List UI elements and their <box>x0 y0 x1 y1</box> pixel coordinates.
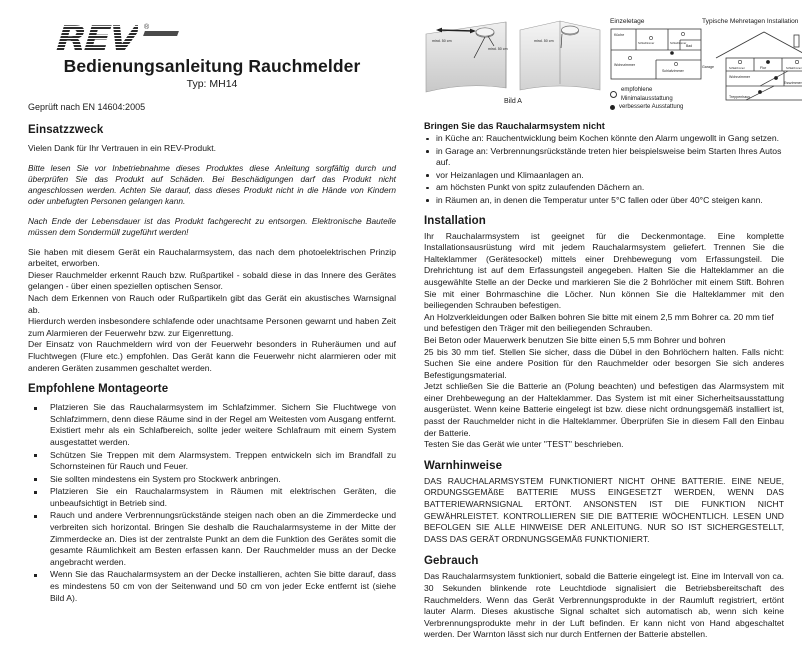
list-item: in Küche an: Rauchentwicklung beim Kochen könnte den Alarm ungewollt in Gang setzen. <box>424 133 784 145</box>
list-item: in Garage an: Verbrennungsrückstände treten hier beispielsweise beim Starten Ihres Autos auf. <box>424 146 784 169</box>
einsatzzweck-paragraph-5: Der Einsatz von Rauchmeldern wird von der Feuerwehr besonders in Ruheräumen und auf Fluchtwegen (Flure etc.) empfohlen. Das Gerät kann die Feuerwehr nicht alarmieren oder mit anderen Geräten zusammen geschaltet werden. <box>28 339 396 373</box>
legend-marker-improved-icon <box>610 105 615 110</box>
gebrauch-text: Das Rauchalarmsystem funktioniert, sobald die Batterie eingelegt ist. Eine im Intervall von ca. 30 Sekunden blinkende rote Leuchtdiode signalisiert die Betriebsbereitschaft des Rauchmelders. Wenn das Gerät Verbrennungsprodukte in der Raumluft registriert, ertönt lauter Alarm. Dieses akustische Signal schaltet sich automatisch ab, wenn sich keine Verbrennungsprodukte mehr in der Luft befinden. Er kann nicht von Hand abgeschaltet werden. Der Warnton lässt sich nur durch Entfernen der Batterie abstellen. <box>424 571 784 640</box>
list-item: vor Heizanlagen und Klimaanlagen an. <box>424 170 784 182</box>
registered-trademark-icon: ® <box>144 24 150 31</box>
einsatzzweck-paragraph-1: Sie haben mit diesem Gerät ein Rauchalarmsystem, das nach dem photoelektrischen Prinzip arbeitet, erworben. <box>28 246 396 269</box>
heading-einsatzzweck: Einsatzzweck <box>28 124 104 136</box>
room-label-schlafzimmer-og-2: Schlafzimmer <box>786 67 802 70</box>
page-title: Bedienungsanleitung Rauchmelder <box>63 56 361 76</box>
list-item: Sie sollten mindestens ein System pro Stockwerk anbringen. <box>28 474 396 486</box>
einsatzzweck-paragraph-4: Hierdurch werden insbesondere schlafende oder unachtsame Personen gewarnt und haben Zeit zum Alarmieren der Feuerwehr bzw. zur Eigenrettung. <box>28 316 396 338</box>
figure-caption-bild-a: Bild A <box>504 98 522 105</box>
legend-label-improved: verbesserte Ausstattung <box>619 104 684 110</box>
legend-row-recommended <box>610 86 702 103</box>
masthead <box>28 18 396 102</box>
italic-note-1: Bitte lesen Sie vor Inbetriebnahme dieses Produktes diese Anleitung sorgfältig durch und überprüfen Sie das Produkt auf Schäden. Bei Beschädigungen darf das Produkt nicht angeschlossen werden. Achten Sie darauf, dass dieses Produkt nicht in die Hände von Kindern oder unbefugten Personen gelangen kann. <box>28 162 396 206</box>
section-nicht-montieren <box>424 121 784 207</box>
room-label-esszimmer: Esszimmer <box>784 81 802 85</box>
room-label-kueche: Küche <box>614 33 625 37</box>
einzeletage-floorplan <box>610 28 702 86</box>
legend-marker-recommended-icon <box>610 91 617 98</box>
room-label-schlafzimmer-2: Schlafzimmer <box>670 42 687 45</box>
room-label-wohnzimmer: Wohnzimmer <box>614 63 636 67</box>
heading-nicht-montieren: Bringen Sie das Rauchalarmsystem nicht <box>424 121 605 131</box>
list-item: Platzieren Sie das Rauchalarmsystem im Schlafzimmer. Sichern Sie Fluchtwege von Schlafzimmern, denn diese Räume sind in der Regel am Weitesten vom Ausgang entfernt. Existiert mehr als ein Schlafbereich, sollte jeder weitere Schlafraum mit einem System ausgestattet werden. <box>28 402 396 448</box>
figure-bild-a <box>424 18 602 105</box>
installation-paragraph-5: Jetzt schließen Sie die Batterie an (Polung beachten) und befestigen das Alarmsystem mit einer Drehbewegung an der Halteklammer. Das System ist mit einer Sicherheitsausstattung ausgerüstet. Wenn keine Batterie eingelegt ist bzw. diese nicht ordnungsgemäß installiert ist, passt der Rauchmelder nicht in die Halteklammer. Überprüfen Sie in diesem Fall den Einbau der Batterie. <box>424 381 784 438</box>
room-label-wohnzimmer-eg: Wohnzimmer <box>729 75 751 79</box>
list-item: Schützen Sie Treppen mit dem Alarmsystem. Treppen entwickeln sich im Brandfall zu Schornsteinen für Rauch und Feuer. <box>28 450 396 473</box>
figure-einzeletage <box>610 18 702 112</box>
heading-gebrauch: Gebrauch <box>424 555 479 568</box>
bild-a-dimension-left: mind. 50 cm <box>432 39 452 43</box>
list-item: am höchsten Punkt von spitz zulaufenden Dächern an. <box>424 182 784 194</box>
installation-paragraph-2: An Holzverkleidungen oder Balken bohren Sie bitte mit einem 2,5 mm Bohrer ca. 20 mm tief und befestigen den Träger mit den beiliegenden Schrauben. <box>424 311 774 334</box>
figure-title-einzeletage: Einzeletage <box>610 18 645 25</box>
heading-montageorte: Empfohlene Montageorte <box>28 383 169 396</box>
room-label-schlafzimmer-1: Schlafzimmer <box>638 42 655 45</box>
room-label-treppenhaus: Treppenhaus <box>729 95 751 99</box>
bild-a-drawing <box>424 18 602 96</box>
left-column <box>28 18 396 612</box>
legend-row-improved <box>610 103 702 112</box>
bild-a-dimension-right: mind. 50 cm <box>488 47 508 51</box>
bild-a-dimension-corner: mind. 50 cm <box>534 39 554 43</box>
installation-paragraph-6: Testen Sie das Gerät wie unter "TEST" beschrieben. <box>424 439 624 450</box>
room-label-flur: Flur <box>760 66 767 70</box>
heading-warnhinweise: Warnhinweise <box>424 459 503 472</box>
room-label-schlafzimmer-3: Schlafzimmer <box>662 69 684 73</box>
figure-row <box>424 18 802 112</box>
installation-paragraph-3: Bei Beton oder Mauerwerk benutzen Sie bitte einen 5,5 mm Bohrer und bohren <box>424 334 726 345</box>
list-item: Platzieren Sie ein Rauchalarmsystem in Räumen mit elektrischen Geräten, die unbeaufsichtigt in Betrieb sind. <box>28 486 396 509</box>
einsatzzweck-paragraph-2: Dieser Rauchmelder erkennt Rauch bzw. Rußpartikel - sobald diese in das Innere des Gerätes gelangen - über einen speziellen optischen Sensor. <box>28 269 396 292</box>
rev-logo <box>55 19 176 59</box>
room-label-garage: Garage <box>702 65 714 69</box>
nicht-montieren-list <box>424 133 784 207</box>
mehretagen-house-drawing <box>702 28 802 106</box>
einsatzzweck-paragraphs <box>28 247 396 375</box>
list-item: Rauch und andere Verbrennungsrückstände steigen nach oben an die Zimmerdecke und verbreiten sich horizontal. Bringen Sie deshalb die Rauchalarmsysteme in der Mitte der Zimmerdecke an. Dies ist der zentralste Punkt an dem die Funktion des Gerätes somit die gesamte Räumlichkeit am Besten erfassen kann. Der Rauchmelder muss an der Decke angebracht werden. <box>28 510 396 568</box>
room-label-schlafzimmer-og-1: Schlafzimmer <box>729 67 745 70</box>
montageorte-list <box>28 402 396 604</box>
rev-logo-text: REV <box>55 19 139 59</box>
list-item: Wenn Sie das Rauchalarmsystem an der Decke installieren, achten Sie bitte darauf, dass es mindestens 50 cm von der Seitenwand und 50 cm von jeder Ecke entfernt ist (siehe Bild A). <box>28 569 396 604</box>
italic-note-2: Nach Ende der Lebensdauer ist das Produkt fachgerecht zu entsorgen. Elektronische Bauteile müssen dem Sondermüll zugeführt werden! <box>28 215 396 237</box>
installation-paragraph-1: Ihr Rauchalarmsystem ist geeignet für die Deckenmontage. Eine komplette Installationsausrüstung wird mit jedem Rauchalarmsystem geliefert. Trennen Sie die Halteklammer (Gerätesockel) mittels einer Drehbewegung vom Erfassungsteil. Die Drehrichtung ist auf dem Erfassungsteil angegeben. Halten Sie die Halteklammer an die ausgewählte Stelle an der Decke und markieren Sie die 2 Bohrlöcher mit einem Stift. Bohren Sie mit einer Bohrmaschine die Löcher. Nun können Sie die Halteklammer mit den beiliegenden Schrauben befestigen. <box>424 230 784 311</box>
norm-reference: Geprüft nach EN 14604:2005 <box>28 102 146 112</box>
rev-logo-swoosh-icon <box>143 31 179 36</box>
right-column <box>424 18 802 649</box>
legend-label-recommended: empfohlene Minimalausstattung <box>621 87 673 102</box>
installation-paragraphs <box>424 231 784 451</box>
installation-paragraph-4: 25 bis 30 mm tief. Stellen Sie sicher, dass die Dübel in den Bohrlöchern halten. Falls nicht: Suchen Sie eine andere Position für den Rauchmelder oder besorgen Sie sich anderes Befestigungsmaterial. <box>424 346 784 380</box>
room-label-bad: Bad <box>686 44 693 48</box>
figure-mehretagen <box>702 18 802 106</box>
heading-installation: Installation <box>424 214 486 227</box>
list-item: in Räumen an, in denen die Temperatur unter 5°C fallen oder über 40°C steigen kann. <box>424 195 784 207</box>
thanks-paragraph: Vielen Dank für Ihr Vertrauen in ein REV-Produkt. <box>28 143 217 153</box>
figure-legend <box>610 86 702 112</box>
einsatzzweck-paragraph-3: Nach dem Erkennen von Rauch oder Rußpartikeln gibt das Gerät ein akustisches Warnsignal ab. <box>28 292 396 315</box>
warnhinweise-text: DAS RAUCHALARMSYSTEM FUNKTIONIERT NICHT OHNE BATTERIE. EINE NEUE, ORDUNGSGEMÄßE BATTERIE MUSS EINGESETZT WERDEN, WENN DAS BATTERIEWARNSIGNAL ERTÖNT. ANSONSTEN IST DIE FUNKTION NICHT GEWÄHRLEISTET. KONTROLLIEREN SIE DIE BATTERIE WÖCHENTLICH. LESEN UND BEFOLGEN SIE ALLE HINWEISE DER ANLEITUNG. NUR SO IST SICHERGESTELLT, DASS DAS GERÄT ORDNUNGSGEMÄß FUNKTIONIERT. <box>424 475 784 544</box>
page-subtitle: Typ: MH14 <box>186 78 238 90</box>
figure-title-mehretagen: Typische Mehretagen Installation <box>702 18 799 25</box>
